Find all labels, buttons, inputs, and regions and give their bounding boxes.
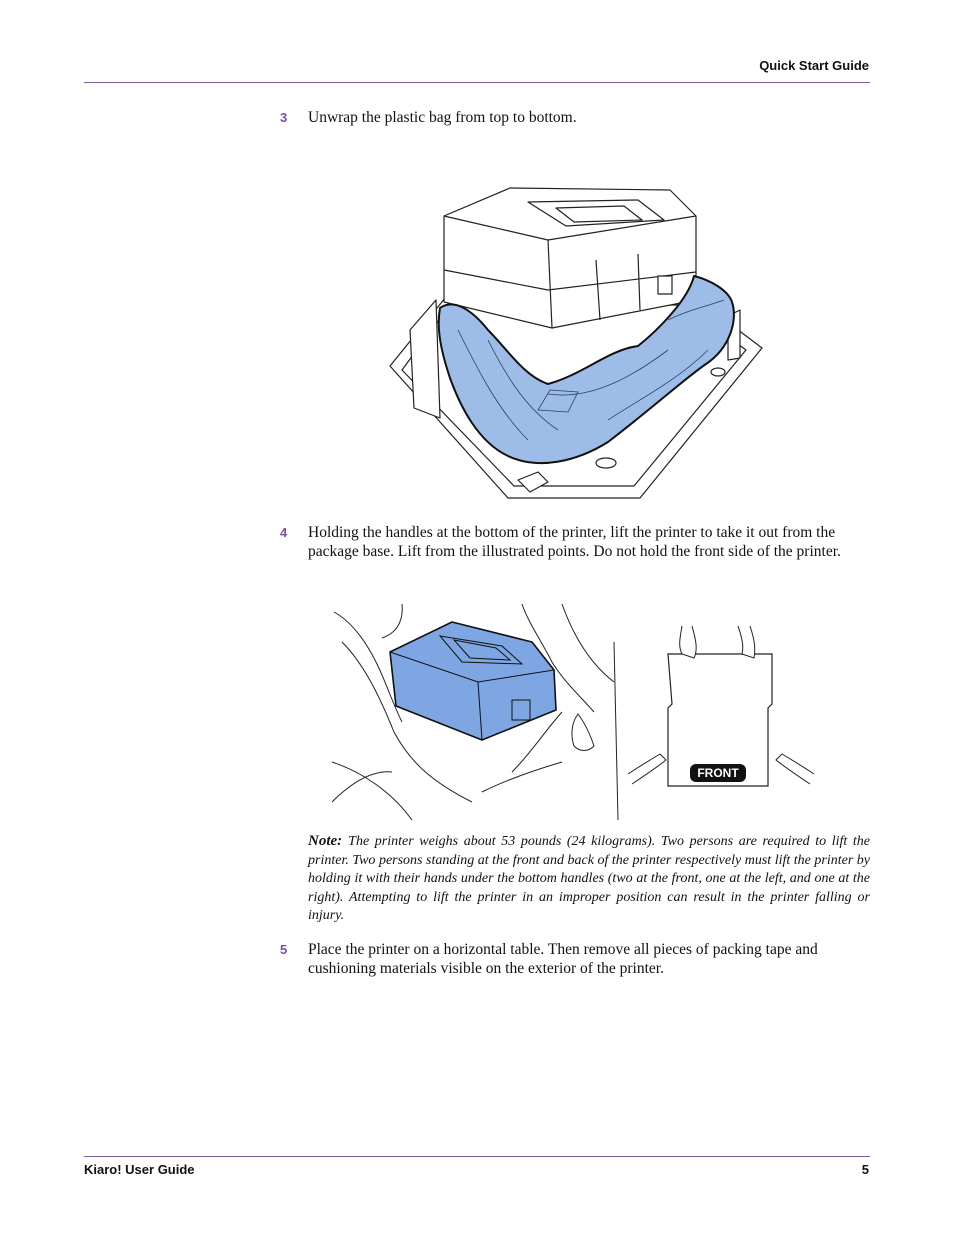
note-label: Note: (308, 833, 343, 849)
lifting-printer-illustration (332, 602, 620, 822)
step-number: 5 (280, 942, 288, 957)
step-text: Place the printer on a horizontal table. Then remove all pieces of packing tape and cushioning materials visible on the exterior of the printer. (308, 941, 818, 977)
front-label: FRONT (697, 766, 739, 780)
step-number: 4 (280, 525, 288, 540)
footer-rule (84, 1156, 870, 1157)
page-number: 5 (861, 1162, 869, 1177)
step-text: Holding the handles at the bottom of the printer, lift the printer to take it out from the package base. Lift from the illustrated points. Do not hold the front side of the printer. (308, 524, 841, 560)
header-rule (84, 82, 870, 83)
unwrap-bag-illustration (388, 180, 763, 510)
step-text: Unwrap the plastic bag from top to bottom. (308, 109, 577, 126)
lifted-printer (390, 622, 556, 740)
printer-body (444, 188, 696, 328)
footer-title: Kiaro! User Guide (84, 1162, 195, 1177)
step-number: 3 (280, 110, 288, 125)
note-block (308, 832, 870, 926)
lift-points-diagram (626, 618, 816, 790)
note-text: The printer weighs about 53 pounds (24 kilograms). Two persons are required to lift the printer. Two persons standing at the front and back of the printer respectively must lift the printer by holding it with their hands under the bottom handles (two at the front, one at the left, and one at the right). Attempting to lift the printer in an improper position can result in the printer falling or injury. (308, 834, 870, 923)
header-title: Quick Start Guide (759, 58, 869, 73)
